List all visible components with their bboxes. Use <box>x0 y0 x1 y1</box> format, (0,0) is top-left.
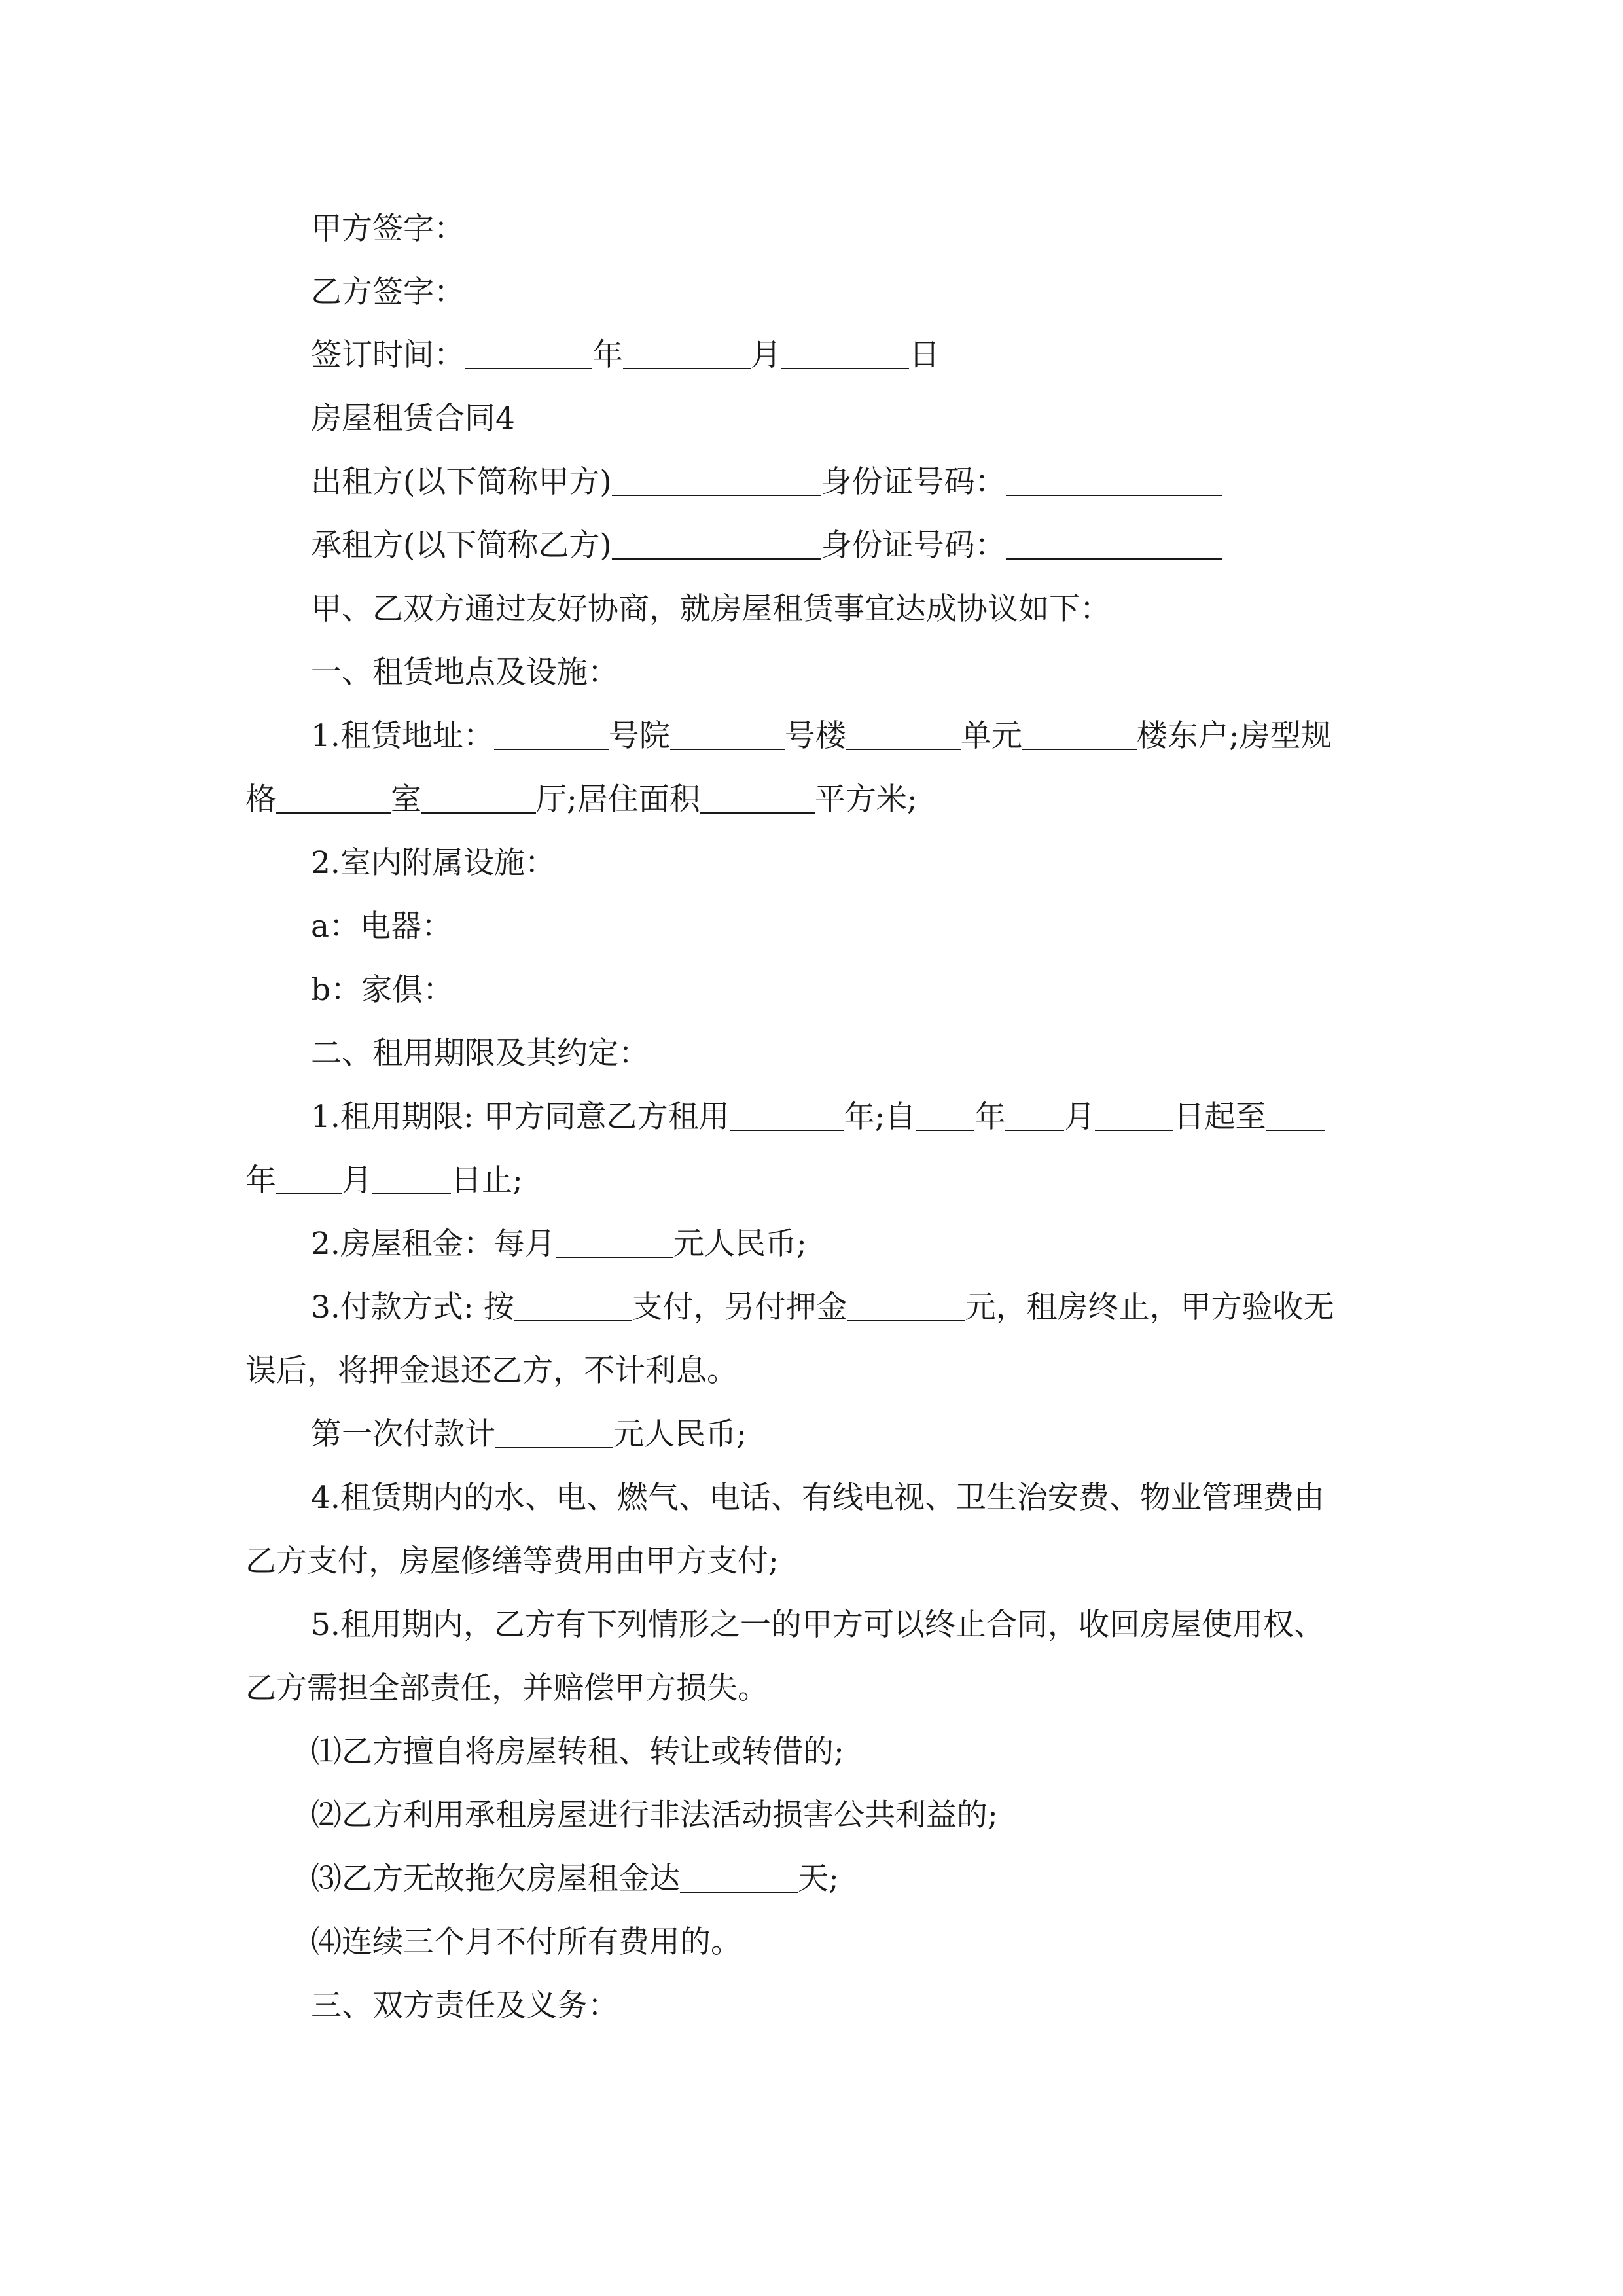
facilities-heading: 2.室内附属设施： <box>311 845 556 881</box>
blank-field <box>916 1101 974 1131</box>
utilities-line-1: 4.租赁期内的水、电、燃气、电话、有线电视、卫生治安费、物业管理费由 <box>311 1480 1325 1516</box>
utilities-line-2: 乙方支付，房屋修缮等费用由甲方支付; <box>245 1543 779 1579</box>
blank-field <box>700 783 815 814</box>
contract-title: 房屋租赁合同4 <box>311 401 515 437</box>
blank-field <box>276 1164 342 1194</box>
rental-address-line-2: 格 室 厅;居住面积 平方米; <box>245 781 918 817</box>
party-b-signature: 乙方签字： <box>311 274 465 310</box>
blank-field <box>421 783 536 814</box>
blank-field <box>781 339 909 369</box>
rental-address-line-1: 1.租赁地址： 号院 号楼 单元 楼东户;房型规 <box>311 718 1332 754</box>
lease-term-line-2: 年 月 日止; <box>245 1162 523 1198</box>
blank-field <box>612 466 821 496</box>
blank-field <box>372 1164 451 1194</box>
section-1-heading: 一、租赁地点及设施： <box>311 655 618 691</box>
section-3-heading: 三、双方责任及义务： <box>311 1988 618 2024</box>
lessor-line: 出租方(以下简称甲方) 身份证号码： <box>311 463 1459 502</box>
blank-field <box>494 720 609 750</box>
first-payment-line: 第一次付款计 元人民币; <box>311 1416 747 1452</box>
intro-paragraph: 甲、乙双方通过友好协商，就房屋租赁事宜达成协议如下： <box>311 591 1111 627</box>
party-a-signature: 甲方签字： <box>311 211 465 247</box>
payment-line-2: 误后，将押金退还乙方，不计利息。 <box>245 1353 738 1389</box>
lessee-line: 承租方(以下简称乙方) 身份证号码： <box>311 526 1459 565</box>
blank-field <box>514 1291 632 1321</box>
termination-line-2: 乙方需担全部责任，并赔偿甲方损失。 <box>245 1670 768 1706</box>
blank-field <box>465 339 592 369</box>
blank-field <box>1006 466 1222 496</box>
blank-field <box>730 1101 844 1131</box>
termination-item-1: ⑴乙方擅自将房屋转租、转让或转借的; <box>311 1734 844 1770</box>
termination-item-4: ⑷连续三个月不付所有费用的。 <box>311 1924 741 1960</box>
blank-field <box>276 783 391 814</box>
signing-date: 签订时间： 年 月 日 <box>311 337 940 373</box>
blank-field <box>1022 720 1137 750</box>
payment-line-1: 3.付款方式: 按 支付，另付押金 元，租房终止，甲方验收无 <box>311 1289 1334 1325</box>
termination-item-2: ⑵乙方利用承租房屋进行非法活动损害公共利益的; <box>311 1797 998 1833</box>
blank-field <box>495 1418 613 1448</box>
blank-field <box>556 1228 673 1258</box>
lease-term-line-1: 1.租用期限: 甲方同意乙方租用 年;自 年 月 日起至 <box>311 1098 1459 1137</box>
termination-line-1: 5.租用期内，乙方有下列情形之一的甲方可以终止合同，收回房屋使用权、 <box>311 1607 1325 1643</box>
blank-field <box>1005 1101 1064 1131</box>
termination-item-3: ⑶乙方无故拖欠房屋租金达 天; <box>311 1861 839 1897</box>
blank-field <box>1266 1101 1325 1131</box>
blank-field <box>612 529 821 560</box>
blank-field <box>1095 1101 1173 1131</box>
appliances-line: a：电器： <box>311 908 453 944</box>
blank-field <box>846 720 961 750</box>
furniture-line: b：家俱： <box>311 972 454 1008</box>
blank-field <box>670 720 785 750</box>
blank-field <box>680 1863 798 1893</box>
blank-field <box>623 339 751 369</box>
blank-field <box>847 1291 965 1321</box>
rent-line: 2.房屋租金：每月 元人民币; <box>311 1226 807 1262</box>
section-2-heading: 二、租用期限及其约定： <box>311 1035 649 1071</box>
blank-field <box>1006 529 1222 560</box>
